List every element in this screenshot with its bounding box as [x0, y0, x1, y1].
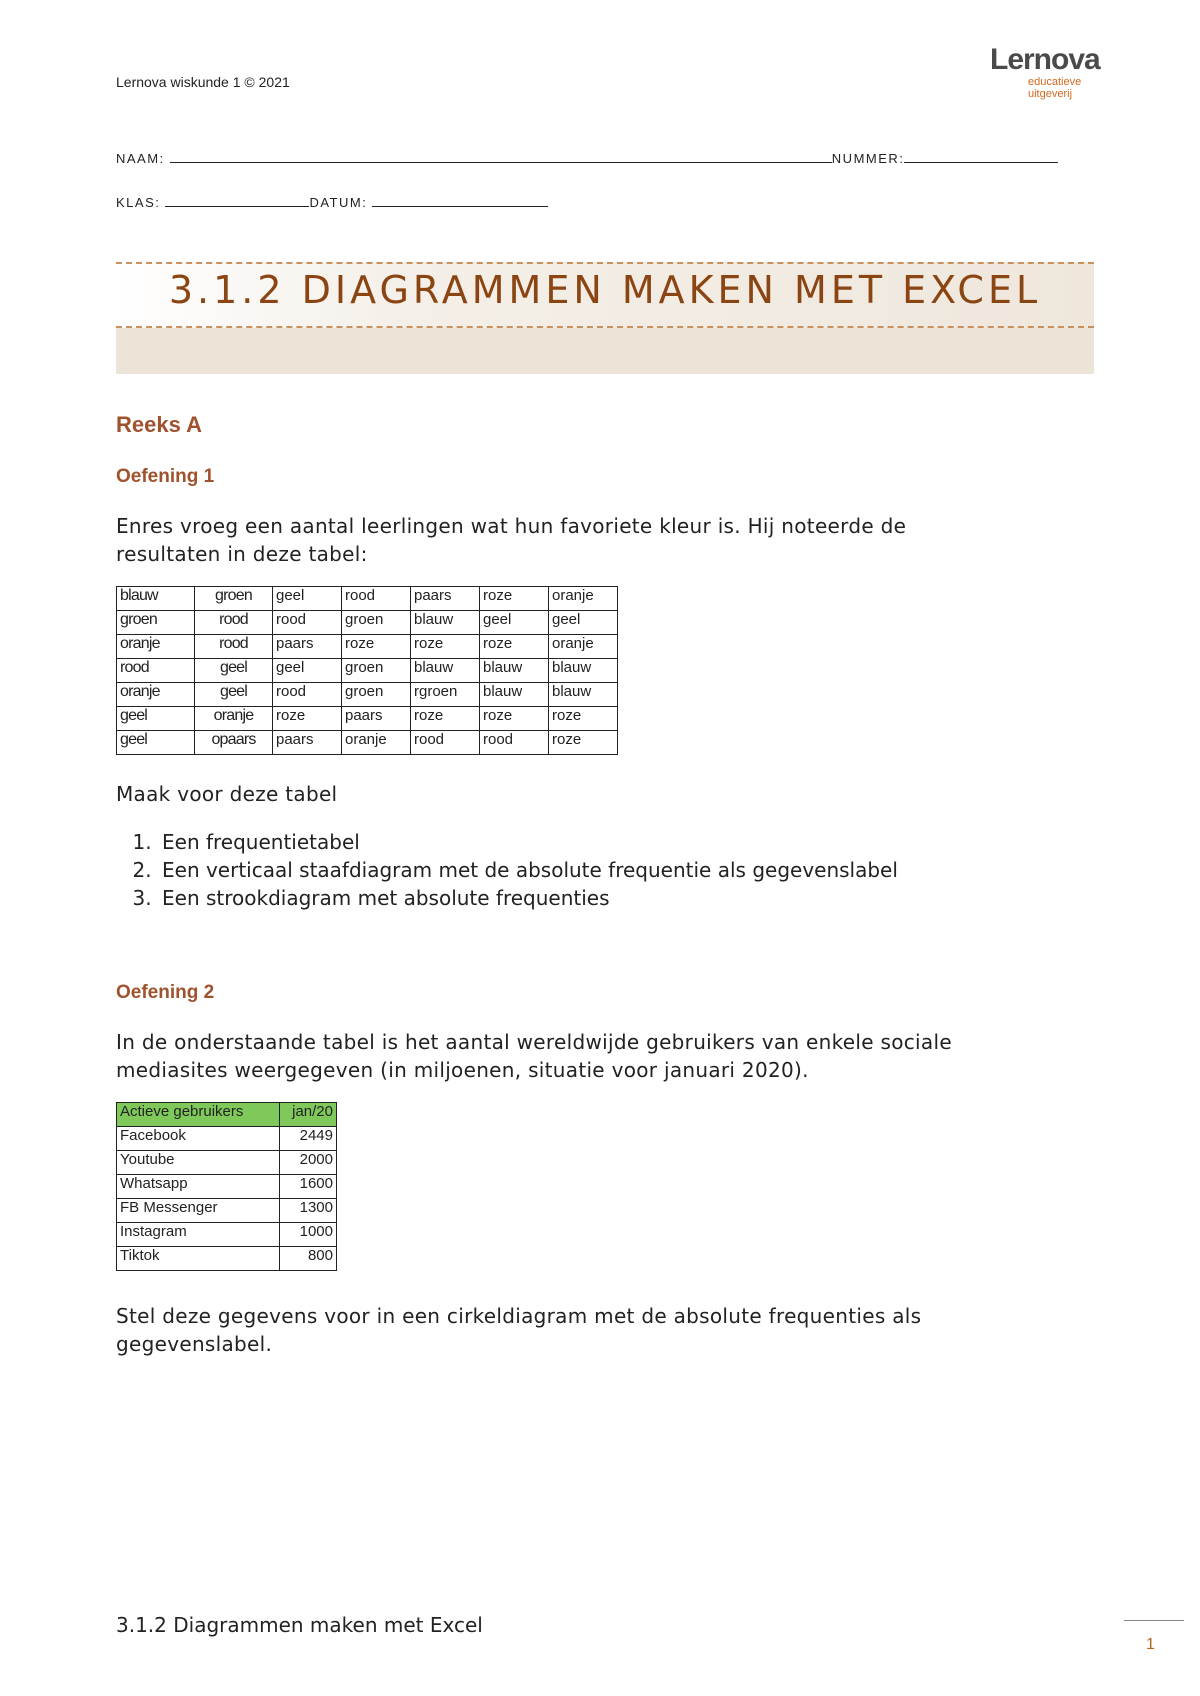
color-table-cell: rood [273, 611, 342, 635]
color-table-row [117, 731, 618, 755]
color-table-cell: groen [195, 587, 273, 611]
footer-rule [1124, 1620, 1184, 1621]
title-band-lower [116, 328, 1094, 374]
color-table-cell: geel [273, 587, 342, 611]
name-number-row [116, 150, 1058, 166]
color-table-cell: oranje [342, 731, 411, 755]
color-table-cell: oranje [549, 587, 618, 611]
color-table-cell: roze [480, 635, 549, 659]
color-table-cell: roze [411, 707, 480, 731]
klas-label: KLAS: [116, 195, 161, 210]
color-table-row [117, 683, 618, 707]
exercise-1-intro-line-2: resultaten in deze tabel: [116, 542, 368, 566]
user-count-cell: 1000 [280, 1223, 337, 1247]
exercise-2-intro-line-2: mediasites weergegeven (in miljoenen, situatie voor januari 2020). [116, 1058, 809, 1082]
task-item: 3. Een strookdiagram met absolute frequenties [158, 884, 1116, 912]
publisher-logo [990, 44, 1120, 100]
color-table-cell: oranje [117, 683, 195, 707]
color-table-cell: geel [195, 659, 273, 683]
color-table-cell: roze [342, 635, 411, 659]
color-table-cell: groen [342, 683, 411, 707]
color-table-cell: blauw [411, 659, 480, 683]
task-item: 1. Een frequentietabel [158, 828, 1116, 856]
user-count-cell: 800 [280, 1247, 337, 1271]
class-date-row [116, 194, 548, 210]
social-table-row [117, 1199, 337, 1223]
page-number: 1 [1146, 1636, 1155, 1653]
color-table-cell: groen [342, 659, 411, 683]
exercise-1-intro [116, 512, 1116, 568]
naam-blank[interactable] [170, 150, 832, 163]
social-media-table [116, 1102, 337, 1271]
platform-name-cell: Instagram [117, 1223, 280, 1247]
color-table-cell: roze [549, 731, 618, 755]
social-table-row [117, 1223, 337, 1247]
color-table-cell: geel [273, 659, 342, 683]
color-table-cell: groen [342, 611, 411, 635]
user-count-cell: 2000 [280, 1151, 337, 1175]
platform-name-cell: Tiktok [117, 1247, 280, 1271]
color-table-cell: paars [273, 731, 342, 755]
color-table-cell: geel [549, 611, 618, 635]
color-table-cell: paars [411, 587, 480, 611]
color-table-row [117, 587, 618, 611]
exercise-2-outro [116, 1302, 1116, 1358]
exercise-1-intro-line-1: Enres vroeg een aantal leerlingen wat hun favoriete kleur is. Hij noteerde de [116, 514, 907, 538]
color-table-cell: rood [195, 635, 273, 659]
platform-name-cell: Facebook [117, 1127, 280, 1151]
color-table-cell: blauw [549, 683, 618, 707]
naam-label: NAAM: [116, 151, 165, 166]
color-table-row [117, 707, 618, 731]
exercise-2-intro [116, 1028, 1116, 1084]
color-table-cell: rgroen [411, 683, 480, 707]
color-table-cell: paars [342, 707, 411, 731]
color-table-cell: roze [480, 587, 549, 611]
color-table-cell: blauw [480, 659, 549, 683]
nummer-label: NUMMER: [831, 151, 905, 166]
color-table [116, 586, 618, 755]
color-table-wrap [116, 586, 618, 755]
color-table-row [117, 611, 618, 635]
color-table-cell: roze [549, 707, 618, 731]
color-table-cell: geel [195, 683, 273, 707]
logo-word: Lernova [990, 43, 1100, 76]
color-table-cell: blauw [480, 683, 549, 707]
color-table-cell: roze [480, 707, 549, 731]
color-table-row [117, 659, 618, 683]
task-intro: Maak voor deze tabel [116, 782, 338, 806]
color-table-cell: rood [411, 731, 480, 755]
color-table-cell: geel [117, 707, 195, 731]
color-table-cell: rood [195, 611, 273, 635]
color-table-cell: rood [117, 659, 195, 683]
social-table-wrap [116, 1102, 337, 1271]
header-cell-date: jan/20 [280, 1103, 337, 1127]
datum-label: DATUM: [309, 195, 368, 210]
color-table-cell: roze [411, 635, 480, 659]
logo-subline-2: uitgeverij [1028, 88, 1073, 100]
color-table-cell: blauw [411, 611, 480, 635]
task-list-wrap [116, 828, 1116, 912]
color-table-cell: opaars [195, 731, 273, 755]
header-title: Lernova wiskunde 1 © 2021 [116, 74, 290, 90]
color-table-cell: roze [273, 707, 342, 731]
footer-text: 3.1.2 Diagrammen maken met Excel [116, 1613, 483, 1637]
exercise-2-outro-line-2: gegevenslabel. [116, 1332, 273, 1356]
logo-subline-1: educatieve [1028, 76, 1082, 88]
datum-blank[interactable] [372, 194, 548, 207]
color-table-cell: geel [117, 731, 195, 755]
color-table-cell: groen [117, 611, 195, 635]
color-table-row [117, 635, 618, 659]
color-table-cell: paars [273, 635, 342, 659]
user-count-cell: 2449 [280, 1127, 337, 1151]
color-table-cell: oranje [195, 707, 273, 731]
task-item: 2. Een verticaal staafdiagram met de absolute frequentie als gegevenslabel [158, 856, 1116, 884]
social-table-row [117, 1175, 337, 1199]
social-table-row [117, 1151, 337, 1175]
color-table-cell: rood [273, 683, 342, 707]
exercise-2-heading: Oefening 2 [116, 982, 215, 1003]
color-table-cell: geel [480, 611, 549, 635]
color-table-cell: oranje [549, 635, 618, 659]
color-table-cell: blauw [549, 659, 618, 683]
exercise-2-outro-line-1: Stel deze gegevens voor in een cirkeldiagram met de absolute frequenties als [116, 1304, 922, 1328]
social-table-header [117, 1103, 337, 1127]
platform-name-cell: FB Messenger [117, 1199, 280, 1223]
nummer-blank[interactable] [904, 150, 1058, 163]
series-heading: Reeks A [116, 412, 203, 437]
platform-name-cell: Youtube [117, 1151, 280, 1175]
page-title: 3.1.2 DIAGRAMMEN MAKEN MET EXCEL [168, 268, 1042, 312]
user-count-cell: 1600 [280, 1175, 337, 1199]
exercise-1-heading: Oefening 1 [116, 466, 215, 487]
task-list [116, 828, 1116, 912]
klas-blank[interactable] [165, 194, 309, 207]
social-table-row [117, 1247, 337, 1271]
platform-name-cell: Whatsapp [117, 1175, 280, 1199]
color-table-cell: blauw [117, 587, 195, 611]
header-cell-name: Actieve gebruikers [117, 1103, 280, 1127]
social-table-row [117, 1127, 337, 1151]
color-table-cell: oranje [117, 635, 195, 659]
color-table-cell: rood [480, 731, 549, 755]
exercise-2-intro-line-1: In de onderstaande tabel is het aantal wereldwijde gebruikers van enkele sociale [116, 1030, 952, 1054]
user-count-cell: 1300 [280, 1199, 337, 1223]
color-table-cell: rood [342, 587, 411, 611]
